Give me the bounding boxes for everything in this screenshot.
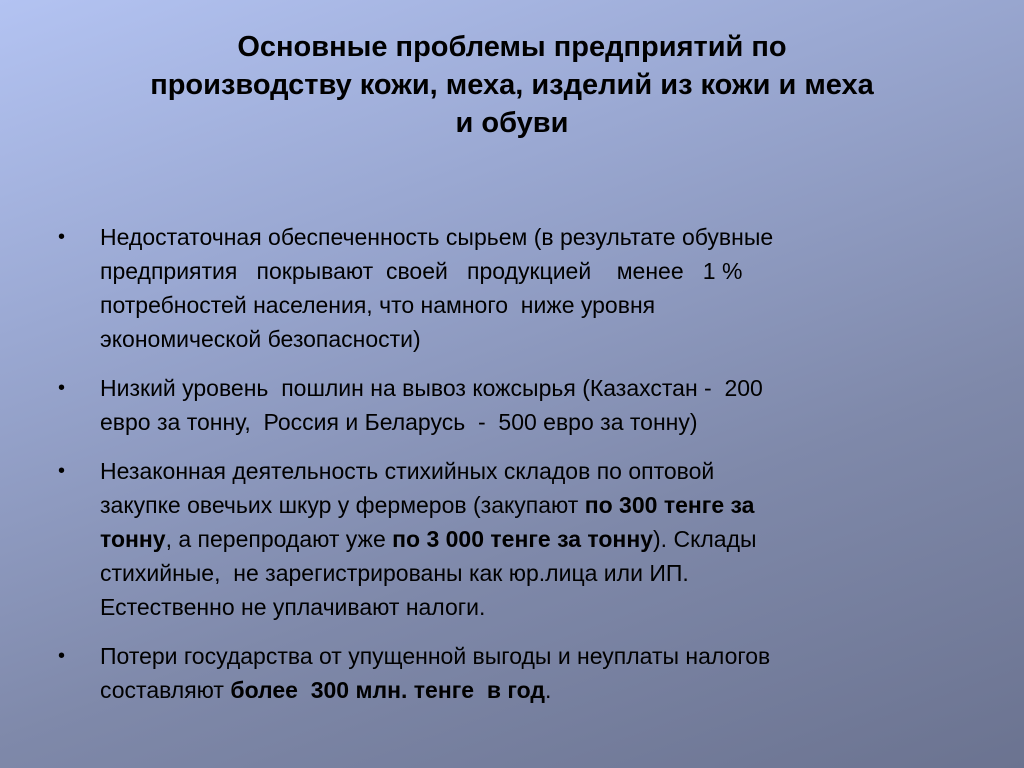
- bullet-list: [56, 220, 956, 722]
- bold-text-run: по 3 000 тенге за тонну: [392, 526, 654, 552]
- bullet-line: предприятия покрывают своей продукцией менее 1 %: [100, 258, 743, 284]
- text-run: ). Склады: [653, 526, 757, 552]
- bold-text-run: более 300 млн. тенге в год: [230, 677, 546, 703]
- bullet-line: Низкий уровень пошлин на вывоз кожсырья (Казахстан - 200: [100, 375, 763, 401]
- bullet-line: Незаконная деятельность стихийных складов по оптовой: [100, 458, 715, 484]
- bullet-line: [100, 673, 956, 707]
- bullet-icon: •: [58, 460, 66, 482]
- text-run: закупке овечьих шкур у фермеров (закупают: [100, 492, 585, 518]
- bullet-item-export-duties: [56, 371, 956, 439]
- bullet-line: Потери государства от упущенной выгоды и неуплаты налогов: [100, 643, 771, 669]
- text-run: , а перепродают уже: [165, 526, 393, 552]
- bullet-line: стихийные, не зарегистрированы как юр.лица или ИП.: [100, 560, 689, 586]
- text-run: составляют: [100, 677, 231, 703]
- bullet-line: Естественно не уплачивают налоги.: [100, 594, 486, 620]
- bullet-icon: •: [58, 645, 66, 667]
- bullet-item-illegal-warehouses: [56, 454, 956, 624]
- bullet-line: [100, 522, 956, 556]
- title-line: Основные проблемы предприятий по: [237, 31, 787, 63]
- bullet-icon: •: [58, 226, 66, 248]
- bold-text-run: тонну: [100, 526, 166, 552]
- bullet-line: Недостаточная обеспеченность сырьем (в результате обувные: [100, 224, 774, 250]
- bullet-line: экономической безопасности): [100, 326, 421, 352]
- title-line: производству кожи, меха, изделий из кожи и меха: [150, 69, 874, 101]
- bold-text-run: по 300 тенге за: [584, 492, 755, 518]
- bullet-icon: •: [58, 377, 66, 399]
- slide-title: [40, 28, 984, 142]
- bullet-line: [100, 488, 956, 522]
- bullet-line: потребностей населения, что намного ниже уровня: [100, 292, 656, 318]
- title-line: и обуви: [455, 107, 569, 139]
- bullet-item-state-losses: [56, 639, 956, 707]
- bullet-item-raw-materials: [56, 220, 956, 356]
- bullet-line: евро за тонну, Россия и Беларусь - 500 евро за тонну): [100, 409, 698, 435]
- text-run: .: [545, 677, 552, 703]
